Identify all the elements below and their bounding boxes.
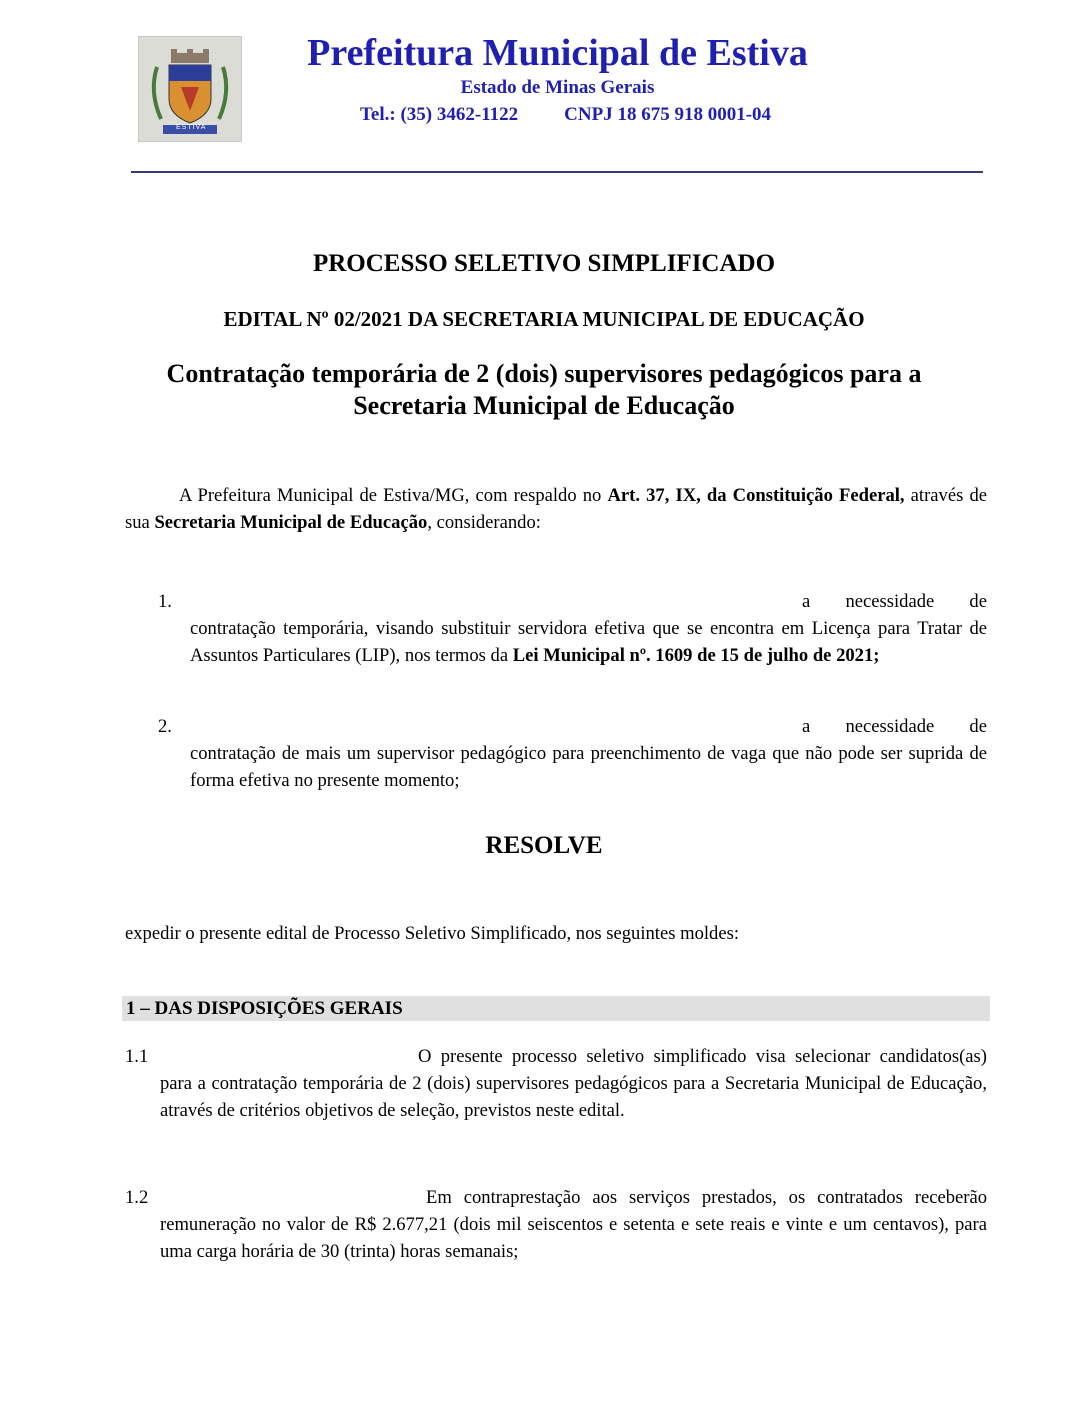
contact-line xyxy=(360,102,771,128)
edital-title: EDITAL Nº 02/2021 DA SECRETARIA MUNICIPAL DE EDUCAÇÃO xyxy=(223,307,865,331)
clause-number: 1.2 xyxy=(125,1187,149,1208)
list-item xyxy=(190,713,987,794)
edital-subject-line2: Secretaria Municipal de Educação xyxy=(353,391,735,420)
crest-label: ESTIVA xyxy=(176,124,207,131)
intro-secretaria: Secretaria Municipal de Educação xyxy=(154,512,428,533)
item-number: 1. xyxy=(158,591,172,612)
section-title: 1 – DAS DISPOSIÇÕES GERAIS xyxy=(126,998,403,1019)
intro-text-2: através de sua xyxy=(125,485,987,533)
document-title: PROCESSO SELETIVO SIMPLIFICADO xyxy=(312,250,776,277)
clause-text xyxy=(160,1043,987,1124)
phone-number: Tel.: (35) 3462-1122 xyxy=(360,104,519,125)
resolve-heading: RESOLVE xyxy=(485,832,603,859)
intro-text-3: , considerando: xyxy=(427,512,541,533)
item-number: 2. xyxy=(158,716,172,737)
list-item xyxy=(190,588,987,669)
intro-constitution-ref: Art. 37, IX, da Constituição Federal, xyxy=(607,485,905,506)
edital-subject-line1: Contratação temporária de 2 (dois) supervisores pedagógicos para a xyxy=(166,359,922,388)
item-law-ref: Lei Municipal nº. 1609 de 15 de julho de 2021; xyxy=(512,645,880,666)
clause-body: Em contraprestação aos serviços prestados, os contratados receberão remuneração no valor de R$ 2.677,21 (dois mil seiscentos e setenta e sete reais e vinte e um centavos), para uma carga horária de 30 (trinta) horas semanais; xyxy=(160,1187,987,1262)
clause-text xyxy=(160,1184,987,1265)
municipality-title: Prefeitura Municipal de Estiva xyxy=(307,32,808,74)
edital-subject xyxy=(120,358,968,422)
item-text: a necessidade de contratação de mais um supervisor pedagógico para preenchimento de vaga que não pode ser suprida de forma efetiva no presente momento; xyxy=(190,716,987,791)
clause-body: O presente processo seletivo simplificado visa selecionar candidatos(as) para a contratação temporária de 2 (dois) supervisores pedagógicos para a Secretaria Municipal de Educação, através de critérios objetivos de seleção, previstos neste edital. xyxy=(160,1046,987,1121)
item-text: a necessidade de contratação temporária, visando substituir servidora efetiva que se encontra em Licença para Tratar de Assuntos Particulares (LIP), nos termos da xyxy=(190,591,987,666)
cnpj-number: CNPJ 18 675 918 0001-04 xyxy=(564,104,772,125)
state-name: Estado de Minas Gerais xyxy=(460,77,655,98)
expedir-paragraph: expedir o presente edital de Processo Seletivo Simplificado, nos seguintes moldes: xyxy=(125,923,739,944)
intro-paragraph xyxy=(125,482,987,536)
intro-text-1: A Prefeitura Municipal de Estiva/MG, com respaldo no xyxy=(179,485,608,506)
header-divider xyxy=(131,171,983,173)
clause-number: 1.1 xyxy=(125,1046,149,1067)
